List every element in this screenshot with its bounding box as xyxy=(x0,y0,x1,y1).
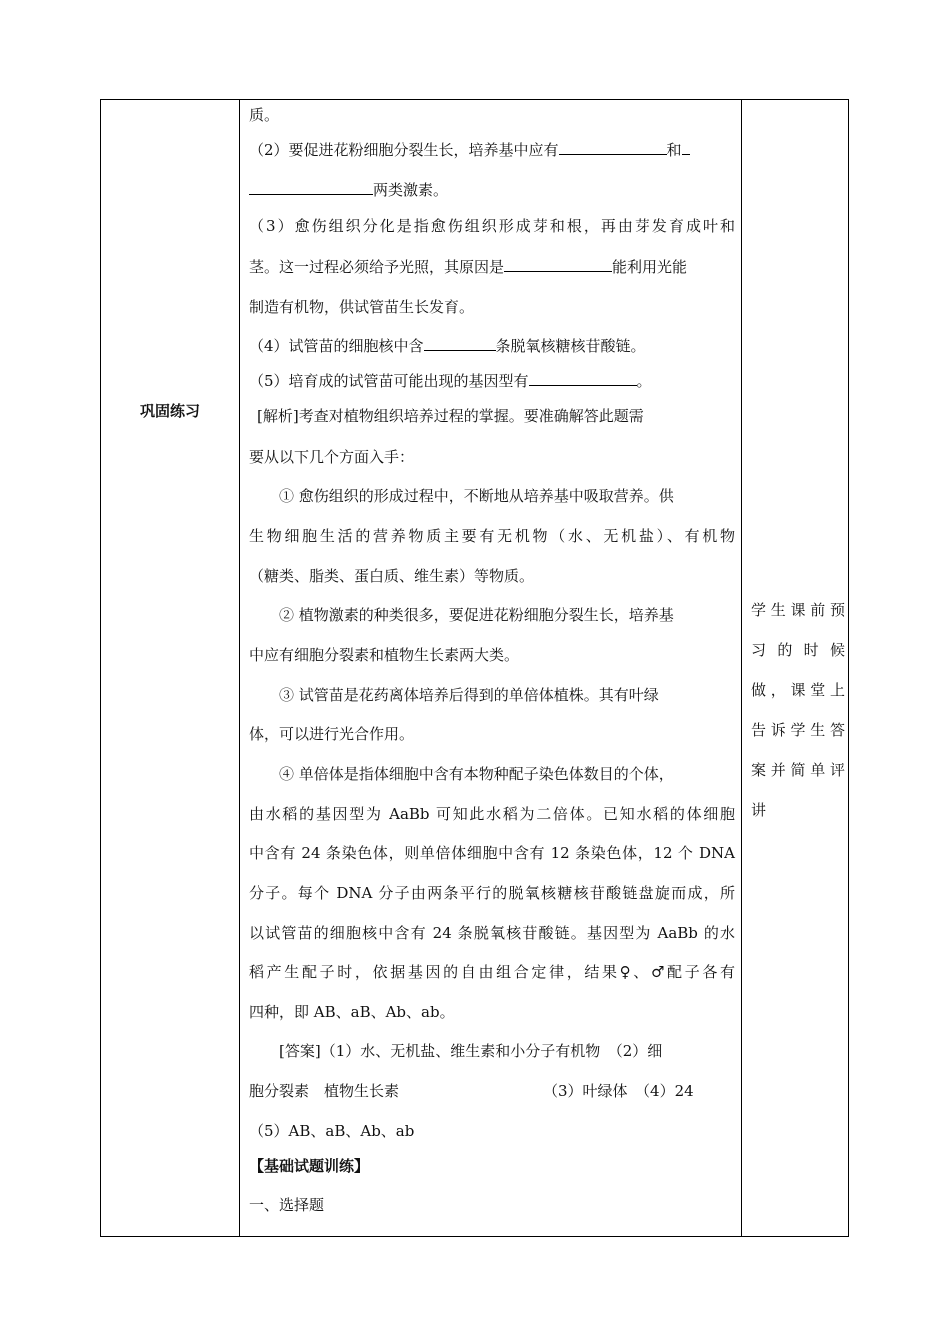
question-4-line xyxy=(249,336,646,356)
text-line: 体，可以进行光合作用。 xyxy=(249,725,415,743)
question-2-cont-line xyxy=(249,180,448,200)
answer-blank xyxy=(504,257,612,272)
column-divider xyxy=(741,100,742,1236)
text-segment: 条脱氧核糖核苷酸链。 xyxy=(495,337,646,355)
text-segment: 。 xyxy=(636,372,652,390)
row-label-cell xyxy=(101,100,239,1236)
text-line: 生物细胞生活的营养物质主要有无机物（水、无机盐）、有机物 xyxy=(249,527,735,545)
text-line: ④ 单倍体是指体细胞中含有本物种配子染色体数目的个体， xyxy=(279,765,674,783)
note-line: 案并简单评 xyxy=(751,761,845,779)
text-line: [解析]考查对植物组织培养过程的掌握。要准确解答此题需 xyxy=(257,407,644,425)
answer-blank xyxy=(682,140,690,155)
note-line: 做，课堂上 xyxy=(751,681,845,699)
text-line: 以试管苗的细胞核中含有 24 条脱氧核苷酸链。基因型为 AaBb 的水 xyxy=(249,924,735,942)
text-line: ① 愈伤组织的形成过程中，不断地从培养基中吸取营养。供 xyxy=(279,487,674,505)
text-line: 中应有细胞分裂素和植物生长素两大类。 xyxy=(249,646,520,664)
text-line: 制造有机物，供试管苗生长发育。 xyxy=(249,298,475,316)
text-segment: 能利用光能 xyxy=(612,258,688,276)
question-2-line xyxy=(249,140,690,160)
row-label: 巩固练习 xyxy=(139,402,200,420)
note-line: 告诉学生答 xyxy=(751,721,845,739)
answer-line-part: 胞分裂素 植物生长素 xyxy=(249,1082,400,1100)
text-segment: （2）要促进花粉细胞分裂生长，培养基中应有 xyxy=(249,141,559,159)
note-line: 习的时候 xyxy=(751,641,845,659)
text-line: 由水稻的基因型为 AaBb 可知此水稻为二倍体。已知水稻的体细胞 xyxy=(249,805,735,823)
question-5-line xyxy=(249,371,652,391)
note-line: 学生课前预 xyxy=(751,601,845,619)
text-line: 中含有 24 条染色体，则单倍体细胞中含有 12 条染色体，12 个 DNA xyxy=(249,844,735,862)
text-segment: 和 xyxy=(666,141,682,159)
text-line: ③ 试管苗是花药离体培养后得到的单倍体植株。其有叶绿 xyxy=(279,686,659,704)
text-line: 稻产生配子时，依据基因的自由组合定律，结果♀、♂配子各有 xyxy=(249,963,735,981)
subsection-heading: 一、选择题 xyxy=(249,1196,325,1214)
note-line: 讲 xyxy=(751,801,767,819)
section-heading: 【基础试题训练】 xyxy=(249,1157,370,1175)
answer-line-part: （3）叶绿体 （4）24 xyxy=(543,1082,694,1100)
answer-line: （5）AB、aB、Ab、ab xyxy=(249,1122,415,1140)
text-line: 要从以下几个方面入手： xyxy=(249,448,415,466)
text-line: 分子。每个 DNA 分子由两条平行的脱氧核糖核苷酸链盘旋而成，所 xyxy=(249,884,735,902)
answer-blank xyxy=(424,336,496,351)
text-segment: 两类激素。 xyxy=(373,181,449,199)
text-segment: （4）试管苗的细胞核中含 xyxy=(249,337,424,355)
text-line: ② 植物激素的种类很多，要促进花粉细胞分裂生长，培养基 xyxy=(279,606,674,624)
answer-blank xyxy=(559,140,667,155)
answer-blank xyxy=(529,371,637,386)
answer-line: [答案]（1）水、无机盐、维生素和小分子有机物 （2）细 xyxy=(279,1042,663,1060)
column-divider xyxy=(239,100,240,1236)
text-line: （3）愈伤组织分化是指愈伤组织形成芽和根，再由芽发育成叶和 xyxy=(249,217,735,235)
lesson-table xyxy=(100,99,849,1237)
text-segment: （5）培育成的试管苗可能出现的基因型有 xyxy=(249,372,529,390)
text-line: 四种，即 AB、aB、Ab、ab。 xyxy=(249,1003,455,1021)
text-line: 质。 xyxy=(249,106,280,124)
answer-blank xyxy=(249,180,373,195)
text-segment: 茎。这一过程必须给予光照，其原因是 xyxy=(249,258,505,276)
text-line: （糖类、脂类、蛋白质、维生素）等物质。 xyxy=(249,567,535,585)
question-3-line xyxy=(249,257,687,277)
